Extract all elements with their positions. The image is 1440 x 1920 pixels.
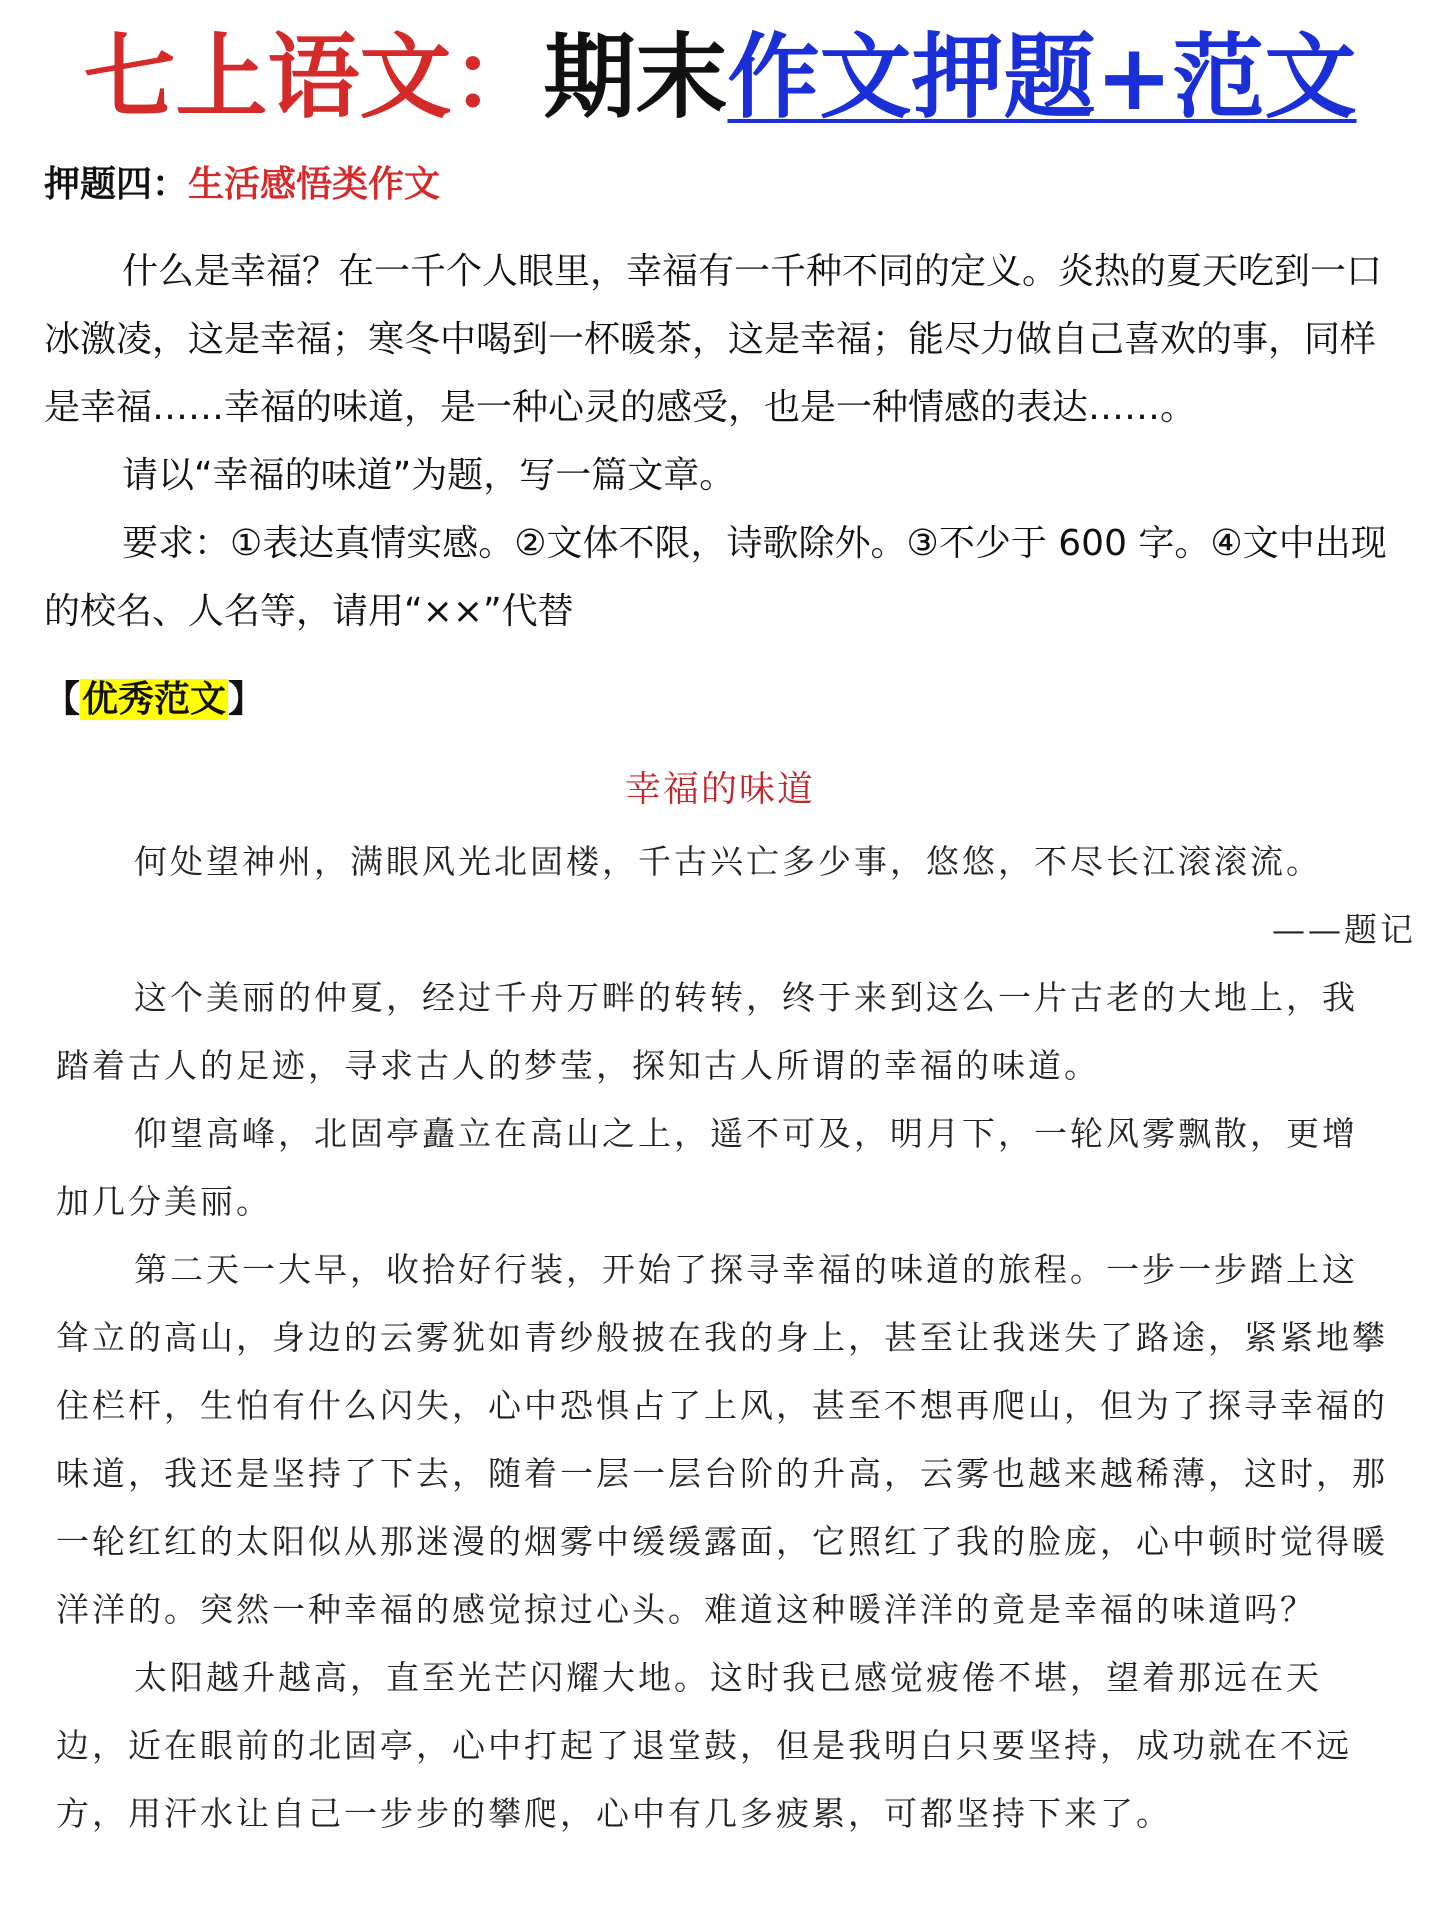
prompt-category: 生活感悟类作文 <box>188 164 441 205</box>
title-subject: 七上语文： <box>83 23 544 131</box>
essay-title: 幸福的味道 <box>624 769 815 810</box>
prompt-body <box>44 238 1400 646</box>
essay-paragraph: 仰望高峰，北固亭矗立在高山之上，遥不可及，明月下，一轮风雾飘散，更增加几分美丽。 <box>56 1114 1358 1221</box>
bracket-open: 【 <box>44 679 81 720</box>
prompt-instruction: 请以“幸福的味道”为题，写一篇文章。 <box>122 455 736 496</box>
essay-epigraph-signoff: ——题记 <box>1272 910 1416 949</box>
title-topic: 作文押题+范文 <box>727 23 1357 131</box>
essay-body <box>56 828 1416 1848</box>
prompt-requirements: 要求：①表达真情实感。②文体不限，诗歌除外。③不少于 600 字。④文中出现的校名、人名等，请用“××”代替 <box>44 523 1387 632</box>
essay-paragraph: 第二天一大早，收拾好行装，开始了探寻幸福的味道的旅程。一步一步踏上这耸立的高山，身边的云雾犹如青纱般披在我的身上，甚至让我迷失了路途，紧紧地攀住栏杆，生怕有什么闪失，心中恐惧占了上风，甚至不想再爬山，但为了探寻幸福的味道，我还是坚持了下去，随着一层一层台阶的升高，云雾也越来越稀薄，这时，那一轮红红的太阳似从那迷漫的烟雾中缓缓露面，它照红了我的脸庞，心中顿时觉得暖洋洋的。突然一种幸福的感觉掠过心头。难道这种暖洋洋的竟是幸福的味道吗？ <box>56 1250 1388 1629</box>
sample-essay-highlight: 优秀范文 <box>82 679 227 720</box>
bracket-close: 】 <box>228 679 265 720</box>
essay-epigraph: 何处望神州，满眼风光北固楼，千古兴亡多少事，悠悠，不尽长江滚滚流。 <box>134 842 1322 881</box>
prompt-heading <box>44 160 440 210</box>
essay-paragraph: 这个美丽的仲夏，经过千舟万畔的转转，终于来到这么一片古老的大地上，我踏着古人的足迹，寻求古人的梦莹，探知古人所谓的幸福的味道。 <box>56 978 1358 1085</box>
prompt-paragraph: 什么是幸福？在一千个人眼里，幸福有一千种不同的定义。炎热的夏天吃到一口冰激凌，这是幸福；寒冬中喝到一杯暖茶，这是幸福；能尽力做自己喜欢的事，同样是幸福……幸福的味道，是一种心灵的感受，也是一种情感的表达……。 <box>44 251 1383 428</box>
essay-paragraph: 太阳越升越高，直至光芒闪耀大地。这时我已感觉疲倦不堪，望着那远在天边，近在眼前的北固亭，心中打起了退堂鼓，但是我明白只要坚持，成功就在不远方，用汗水让自己一步步的攀爬，心中有几多疲累，可都坚持下来了。 <box>56 1658 1352 1833</box>
prompt-label: 押题四： <box>44 164 189 205</box>
title-term: 期末 <box>543 23 728 131</box>
page-title <box>0 22 1440 132</box>
sample-essay-label <box>44 672 264 728</box>
